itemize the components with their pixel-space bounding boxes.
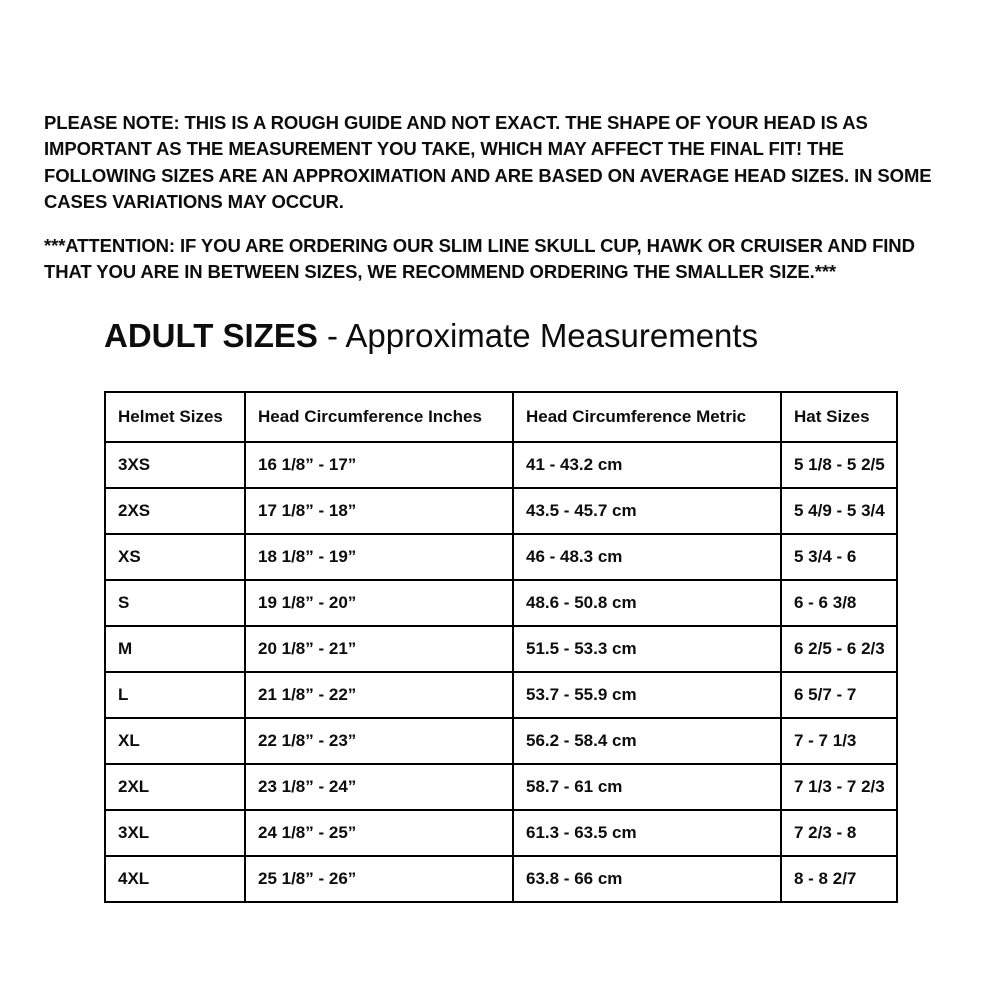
page-title-regular: - Approximate Measurements — [317, 317, 759, 354]
cell-metric: 61.3 - 63.5 cm — [513, 810, 781, 856]
cell-inches: 19 1/8” - 20” — [245, 580, 513, 626]
table-row — [105, 764, 897, 810]
table-row — [105, 672, 897, 718]
cell-hat-size: 5 4/9 - 5 3/4 — [781, 488, 897, 534]
cell-hat-size: 5 3/4 - 6 — [781, 534, 897, 580]
size-table — [104, 391, 898, 903]
cell-hat-size: 7 1/3 - 7 2/3 — [781, 764, 897, 810]
table-header-helmet-sizes: Helmet Sizes — [105, 392, 245, 442]
cell-helmet-size: 3XS — [105, 442, 245, 488]
table-row — [105, 488, 897, 534]
cell-hat-size: 6 5/7 - 7 — [781, 672, 897, 718]
cell-metric: 46 - 48.3 cm — [513, 534, 781, 580]
cell-inches: 18 1/8” - 19” — [245, 534, 513, 580]
cell-metric: 58.7 - 61 cm — [513, 764, 781, 810]
cell-hat-size: 6 - 6 3/8 — [781, 580, 897, 626]
cell-hat-size: 8 - 8 2/7 — [781, 856, 897, 902]
cell-helmet-size: XL — [105, 718, 245, 764]
cell-hat-size: 6 2/5 - 6 2/3 — [781, 626, 897, 672]
page-title — [104, 318, 758, 354]
table-row — [105, 442, 897, 488]
cell-inches: 17 1/8” - 18” — [245, 488, 513, 534]
table-header-row — [105, 392, 897, 442]
cell-helmet-size: 3XL — [105, 810, 245, 856]
table-row — [105, 810, 897, 856]
cell-metric: 56.2 - 58.4 cm — [513, 718, 781, 764]
cell-inches: 22 1/8” - 23” — [245, 718, 513, 764]
cell-metric: 43.5 - 45.7 cm — [513, 488, 781, 534]
table-header-head-circumference-inches: Head Circumference Inches — [245, 392, 513, 442]
cell-inches: 24 1/8” - 25” — [245, 810, 513, 856]
cell-hat-size: 7 2/3 - 8 — [781, 810, 897, 856]
cell-inches: 20 1/8” - 21” — [245, 626, 513, 672]
cell-inches: 16 1/8” - 17” — [245, 442, 513, 488]
table-header-head-circumference-metric: Head Circumference Metric — [513, 392, 781, 442]
cell-hat-size: 7 - 7 1/3 — [781, 718, 897, 764]
cell-helmet-size: S — [105, 580, 245, 626]
cell-metric: 48.6 - 50.8 cm — [513, 580, 781, 626]
cell-metric: 51.5 - 53.3 cm — [513, 626, 781, 672]
cell-helmet-size: L — [105, 672, 245, 718]
table-row — [105, 626, 897, 672]
cell-helmet-size: XS — [105, 534, 245, 580]
table-row — [105, 856, 897, 902]
table-row — [105, 580, 897, 626]
table-row — [105, 718, 897, 764]
cell-inches: 21 1/8” - 22” — [245, 672, 513, 718]
notes-block — [44, 110, 956, 286]
page-title-bold: ADULT SIZES — [104, 317, 318, 354]
cell-metric: 63.8 - 66 cm — [513, 856, 781, 902]
note-paragraph-2: ***ATTENTION: IF YOU ARE ORDERING OUR SLIM LINE SKULL CUP, HAWK OR CRUISER AND FIND THAT YOU ARE IN BETWEEN SIZES, WE RECOMMEND ORDERING THE SMALLER SIZE.*** — [44, 235, 915, 283]
size-table-wrapper — [104, 391, 896, 903]
cell-inches: 23 1/8” - 24” — [245, 764, 513, 810]
cell-hat-size: 5 1/8 - 5 2/5 — [781, 442, 897, 488]
table-row — [105, 534, 897, 580]
cell-helmet-size: 2XS — [105, 488, 245, 534]
cell-helmet-size: 2XL — [105, 764, 245, 810]
note-paragraph-1: PLEASE NOTE: THIS IS A ROUGH GUIDE AND NOT EXACT. THE SHAPE OF YOUR HEAD IS AS IMPORTANT AS THE MEASUREMENT YOU TAKE, WHICH MAY AFFECT THE FINAL FIT! THE FOLLOWING SIZES ARE AN APPROXIMATION AND ARE BASED ON AVERAGE HEAD SIZES. IN SOME CASES VARIATIONS MAY OCCUR. — [44, 112, 932, 212]
cell-inches: 25 1/8” - 26” — [245, 856, 513, 902]
cell-metric: 41 - 43.2 cm — [513, 442, 781, 488]
cell-helmet-size: 4XL — [105, 856, 245, 902]
cell-helmet-size: M — [105, 626, 245, 672]
table-header-hat-sizes: Hat Sizes — [781, 392, 897, 442]
cell-metric: 53.7 - 55.9 cm — [513, 672, 781, 718]
